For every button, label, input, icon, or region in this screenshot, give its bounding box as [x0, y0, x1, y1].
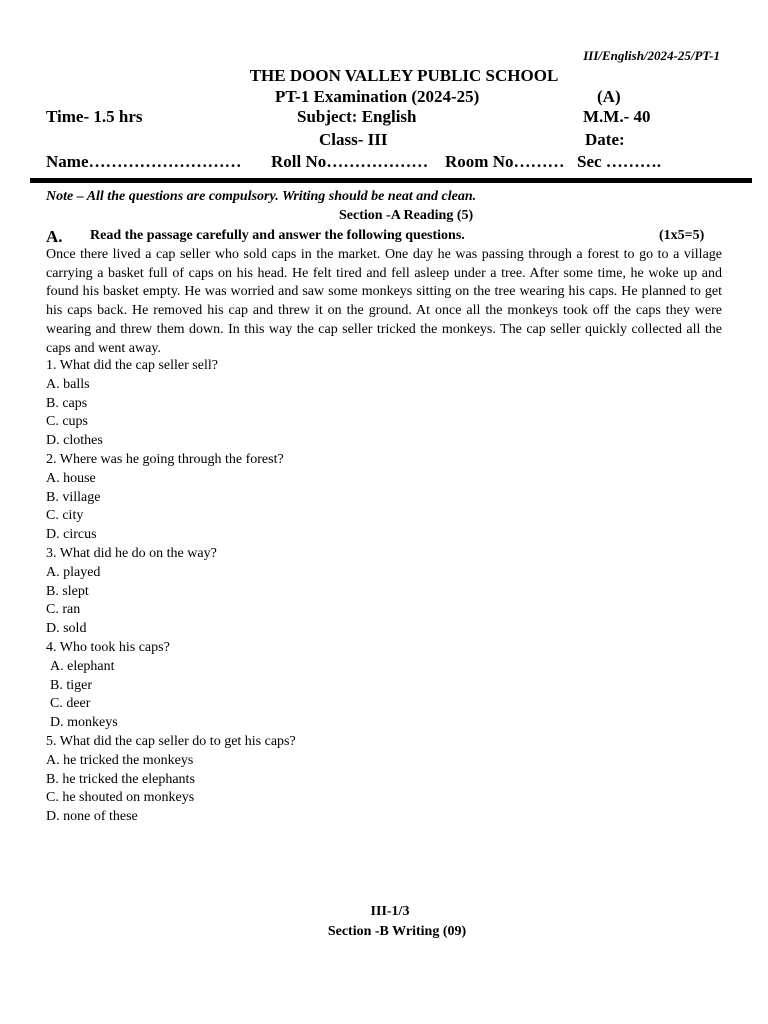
room-no-field-label: Room No……… — [445, 152, 565, 171]
header-divider — [30, 178, 752, 183]
exam-title: PT-1 Examination (2024-25) — [275, 87, 480, 106]
question-a-label: A. — [46, 227, 63, 246]
roll-no-field-label: Roll No……………… — [271, 152, 429, 171]
instructions-note: Note – All the questions are compulsory. Writing should be neat and clean. — [46, 189, 477, 204]
question-3: 3. What did he do on the way? — [46, 545, 217, 561]
option-4b: B. tiger — [50, 677, 92, 693]
question-1: 1. What did the cap seller sell? — [46, 358, 218, 373]
option-2b: B. village — [46, 489, 101, 505]
option-5c: C. he shouted on monkeys — [46, 790, 195, 806]
question-4: 4. Who took his caps? — [46, 639, 170, 655]
question-a-instruction: Read the passage carefully and answer the following questions. — [90, 228, 465, 243]
section-a-title: Section -A Reading (5) — [339, 208, 474, 223]
option-1b: B. caps — [46, 395, 88, 411]
option-2a: A. house — [46, 470, 96, 486]
option-1a: A. balls — [46, 376, 90, 392]
date-label: Date: — [585, 130, 625, 149]
question-5: 5. What did the cap seller do to get his caps? — [46, 733, 296, 749]
max-marks-label: M.M.- 40 — [583, 107, 651, 126]
reading-passage: Once there lived a cap seller who sold caps in the market. One day he was passing through a forest to go to a village carrying a basket full of caps on his head. He felt tired and fell asleep under a tree. After some time, he woke up and found his basket empty. He was worried and saw some monkeys sitting on the tree wearing his caps. He planned to get his caps back. He removed his cap and threw it on the ground. At once all the monkeys took off the caps they were wearing and threw them down. In this way the cap seller tricked the monkeys. The cap seller quickly collected all the caps and went away. — [46, 247, 722, 356]
subject-label: Subject: English — [297, 107, 417, 126]
option-5b: B. he tricked the elephants — [46, 771, 195, 787]
option-1d: D. clothes — [46, 433, 103, 449]
time-label: Time- 1.5 hrs — [46, 107, 143, 126]
paper-code: III/English/2024-25/PT-1 — [583, 48, 720, 63]
question-2: 2. Where was he going through the forest? — [46, 451, 284, 467]
school-name: THE DOON VALLEY PUBLIC SCHOOL — [249, 66, 559, 85]
option-4c: C. deer — [50, 696, 91, 712]
page-number: III-1/3 — [370, 904, 410, 919]
option-3d: D. sold — [46, 621, 87, 637]
option-4d: D. monkeys — [50, 715, 118, 731]
section-field-label: Sec ………. — [577, 152, 662, 171]
option-2d: D. circus — [46, 527, 97, 543]
option-3b: B. slept — [46, 583, 89, 599]
option-3a: A. played — [46, 564, 101, 580]
option-3c: C. ran — [46, 602, 81, 618]
option-5a: A. he tricked the monkeys — [46, 752, 194, 768]
option-1c: C. cups — [46, 414, 88, 430]
option-4a: A. elephant — [50, 658, 115, 674]
option-2c: C. city — [46, 508, 84, 524]
question-a-marks: (1x5=5) — [659, 228, 705, 243]
section-b-title: Section -B Writing (09) — [327, 924, 467, 939]
name-field-label: Name……………………… — [46, 152, 242, 171]
question-list — [46, 357, 296, 827]
class-label: Class- III — [319, 130, 388, 149]
paper-set: (A) — [597, 87, 621, 106]
option-5d: D. none of these — [46, 809, 138, 825]
